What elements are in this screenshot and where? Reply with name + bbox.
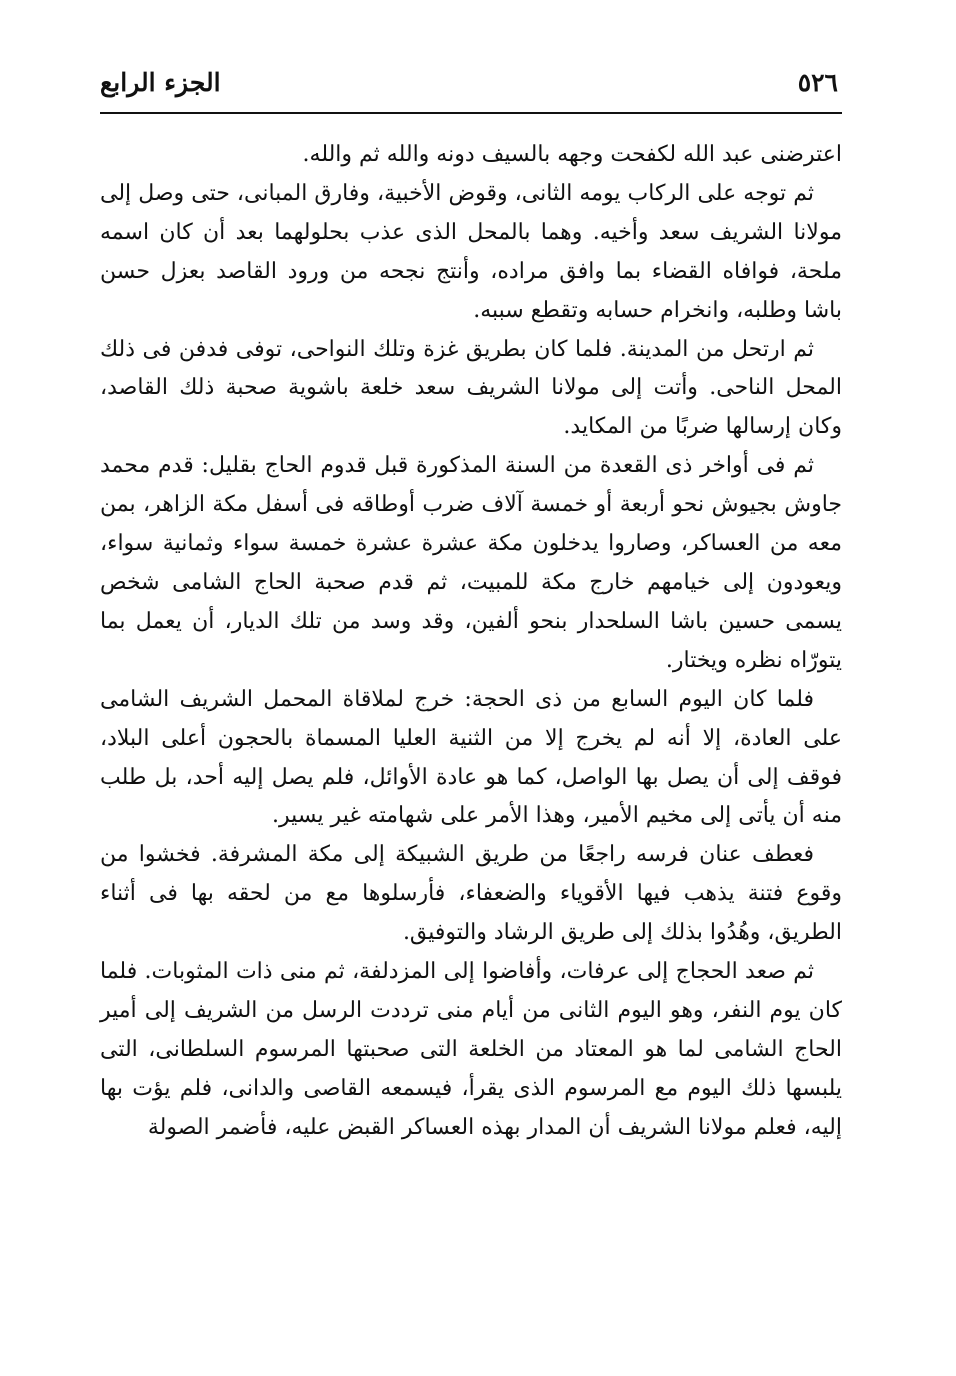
page-number: ٥٢٦ <box>797 68 838 97</box>
page-header <box>100 60 842 114</box>
book-page <box>100 60 842 1320</box>
paragraph-5: فلما كان اليوم السابع من ذى الحجة: خرج لملاقاة المحمل الشريف الشامى على العادة، إلا أنه لم يخرج إلا من الثنية العليا المسماة بالحجون أعلى البلاد، فوقف إلى أن يصل بها الواصل، كما هو عادة الأوائل، فلم يصل إليه أحد، بل طلب منه أن يأتى إلى مخيم الأمير، وهذا الأمر على شهامته غير يسير. <box>100 686 842 829</box>
paragraph-1: اعترضنى عبد الله لكفحت وجهه بالسيف دونه والله ثم والله. <box>302 142 842 167</box>
paragraph-2: ثم توجه على الركاب يومه الثانى، وقوض الأخبية، وفارق المبانى، حتى وصل إلى مولانا الشريف سعد وأخيه. وهما بالمحل الذى عذب بحلولهما بعد أن كان اسمه ملحة، فوافاه القضاء بما وافق مراده، وأنتج نجحه من ورود القاصد بعزل حسن باشا وطلبه، وانخرام حسابه وتقطع سببه. <box>100 180 842 323</box>
running-title: الجزء الرابع <box>100 68 221 97</box>
paragraph-7: ثم صعد الحجاج إلى عرفات، وأفاضوا إلى المزدلفة، ثم منى ذات المثوبات. فلما كان يوم النفر، وهو اليوم الثانى من أيام منى ترددت الرسل من الشريف إلى أمير الحاج الشامى لما هو المعتاد من الخلعة التى صحبتها المرسوم السلطانى، التى يلبسها ذلك اليوم مع المرسوم الذى يقرأ، فيسمعه القاصى والدانى، فلم يؤت بها إليه، فعلم مولانا الشريف أن المدار بهذه العساكر القبض عليه، فأضمر الصولة <box>100 959 842 1140</box>
paragraph-4: ثم فى أواخر ذى القعدة من السنة المذكورة قبل قدوم الحاج بقليل: قدم محمد جاوش بجيوش نحو أربعة أو خمسة آلاف ضرب أوطاقه فى أسفل مكة الزاهر، بمن معه من العساكر، وصاروا يدخلون مكة عشرة عشرة خمسة سواء وثمانية سواء، ويعودون إلى خيامهم خارج مكة للمبيت، ثم قدم صحبة الحاج الشامى شخص يسمى حسين باشا السلحدار بنحو ألفين، وقد وسد من تلك الديار، أن يعمل بما يتورّاه نظره ويختار. <box>100 453 842 673</box>
paragraph-3: ثم ارتحل من المدينة. فلما كان بطريق غزة وتلك النواحى، توفى فدفن فى ذلك المحل الناحى. وأتت إلى مولانا الشريف سعد خلعة باشوية صحبة ذلك القاصد، وكان إرسالها ضربًا من المكايد. <box>100 336 842 440</box>
body-text <box>100 136 842 1148</box>
paragraph-6: فعطف عنان فرسه راجعًا من طريق الشبيكة إلى مكة المشرفة. فخشوا من وقوع فتنة يذهب فيها الأقوياء والضعفاء، فأرسلوها مع من لحقه بها فى أثناء الطريق، وهُدُوا بذلك إلى طريق الرشاد والتوفيق. <box>100 842 842 946</box>
